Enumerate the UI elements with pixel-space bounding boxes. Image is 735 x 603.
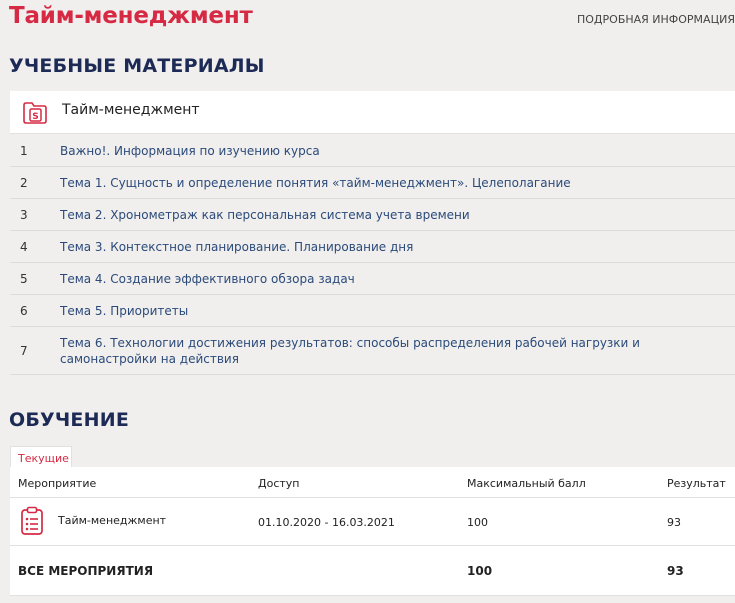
column-header-result: Результат bbox=[667, 477, 726, 490]
material-number: 3 bbox=[20, 207, 28, 222]
clipboard-icon bbox=[19, 506, 45, 536]
material-link[interactable]: Тема 2. Хронометраж как персональная система учета времени bbox=[60, 207, 470, 222]
total-max-score: 100 bbox=[467, 564, 493, 578]
material-number: 1 bbox=[20, 143, 28, 158]
material-item bbox=[10, 167, 735, 199]
event-access-dates: 01.10.2020 - 16.03.2021 bbox=[258, 516, 395, 529]
materials-list bbox=[10, 135, 735, 375]
material-link[interactable]: Важно!. Информация по изучению курса bbox=[60, 143, 320, 158]
materials-heading: УЧЕБНЫЕ МАТЕРИАЛЫ bbox=[9, 55, 265, 77]
material-number: 7 bbox=[20, 343, 28, 358]
material-number: 4 bbox=[20, 239, 28, 254]
column-header-max-score: Максимальный балл bbox=[467, 477, 586, 490]
total-result: 93 bbox=[667, 564, 684, 578]
table-total-row bbox=[10, 546, 735, 596]
event-max-score: 100 bbox=[467, 516, 488, 529]
material-link[interactable]: Тема 3. Контекстное планирование. Планирование дня bbox=[60, 239, 414, 254]
material-number: 5 bbox=[20, 271, 28, 286]
svg-text:S: S bbox=[32, 112, 39, 122]
material-link[interactable]: Тема 6. Технологии достижения результатов: способы распределения рабочей нагрузки и самонастройки на действия bbox=[60, 335, 640, 366]
page-title: Тайм-менеджмент bbox=[9, 3, 253, 29]
course-card bbox=[10, 91, 735, 134]
material-number: 6 bbox=[20, 303, 28, 318]
material-link[interactable]: Тема 1. Сущность и определение понятия «тайм-менеджмент». Целеполагание bbox=[60, 175, 571, 190]
material-item bbox=[10, 231, 735, 263]
tab-current[interactable]: Текущие bbox=[10, 446, 72, 468]
column-header-access: Доступ bbox=[258, 477, 300, 490]
material-item bbox=[10, 263, 735, 295]
material-link[interactable]: Тема 5. Приоритеты bbox=[60, 303, 189, 318]
events-table bbox=[10, 467, 735, 596]
table-row[interactable] bbox=[10, 498, 735, 546]
column-header-event: Мероприятие bbox=[18, 477, 97, 490]
event-name-link[interactable]: Тайм-менеджмент bbox=[58, 514, 167, 527]
material-number: 2 bbox=[20, 175, 28, 190]
course-name[interactable]: Тайм-менеджмент bbox=[62, 102, 200, 118]
more-info-link[interactable]: ПОДРОБНАЯ ИНФОРМАЦИЯ bbox=[577, 13, 735, 26]
material-item bbox=[10, 199, 735, 231]
material-item bbox=[10, 295, 735, 327]
material-link[interactable]: Тема 4. Создание эффективного обзора задач bbox=[60, 271, 355, 286]
table-header bbox=[10, 467, 735, 498]
event-result: 93 bbox=[667, 516, 681, 529]
material-item bbox=[10, 135, 735, 167]
material-item bbox=[10, 327, 735, 375]
presentation-folder-icon bbox=[22, 99, 48, 125]
total-label: ВСЕ МЕРОПРИЯТИЯ bbox=[18, 564, 154, 578]
learning-heading: ОБУЧЕНИЕ bbox=[9, 409, 129, 431]
